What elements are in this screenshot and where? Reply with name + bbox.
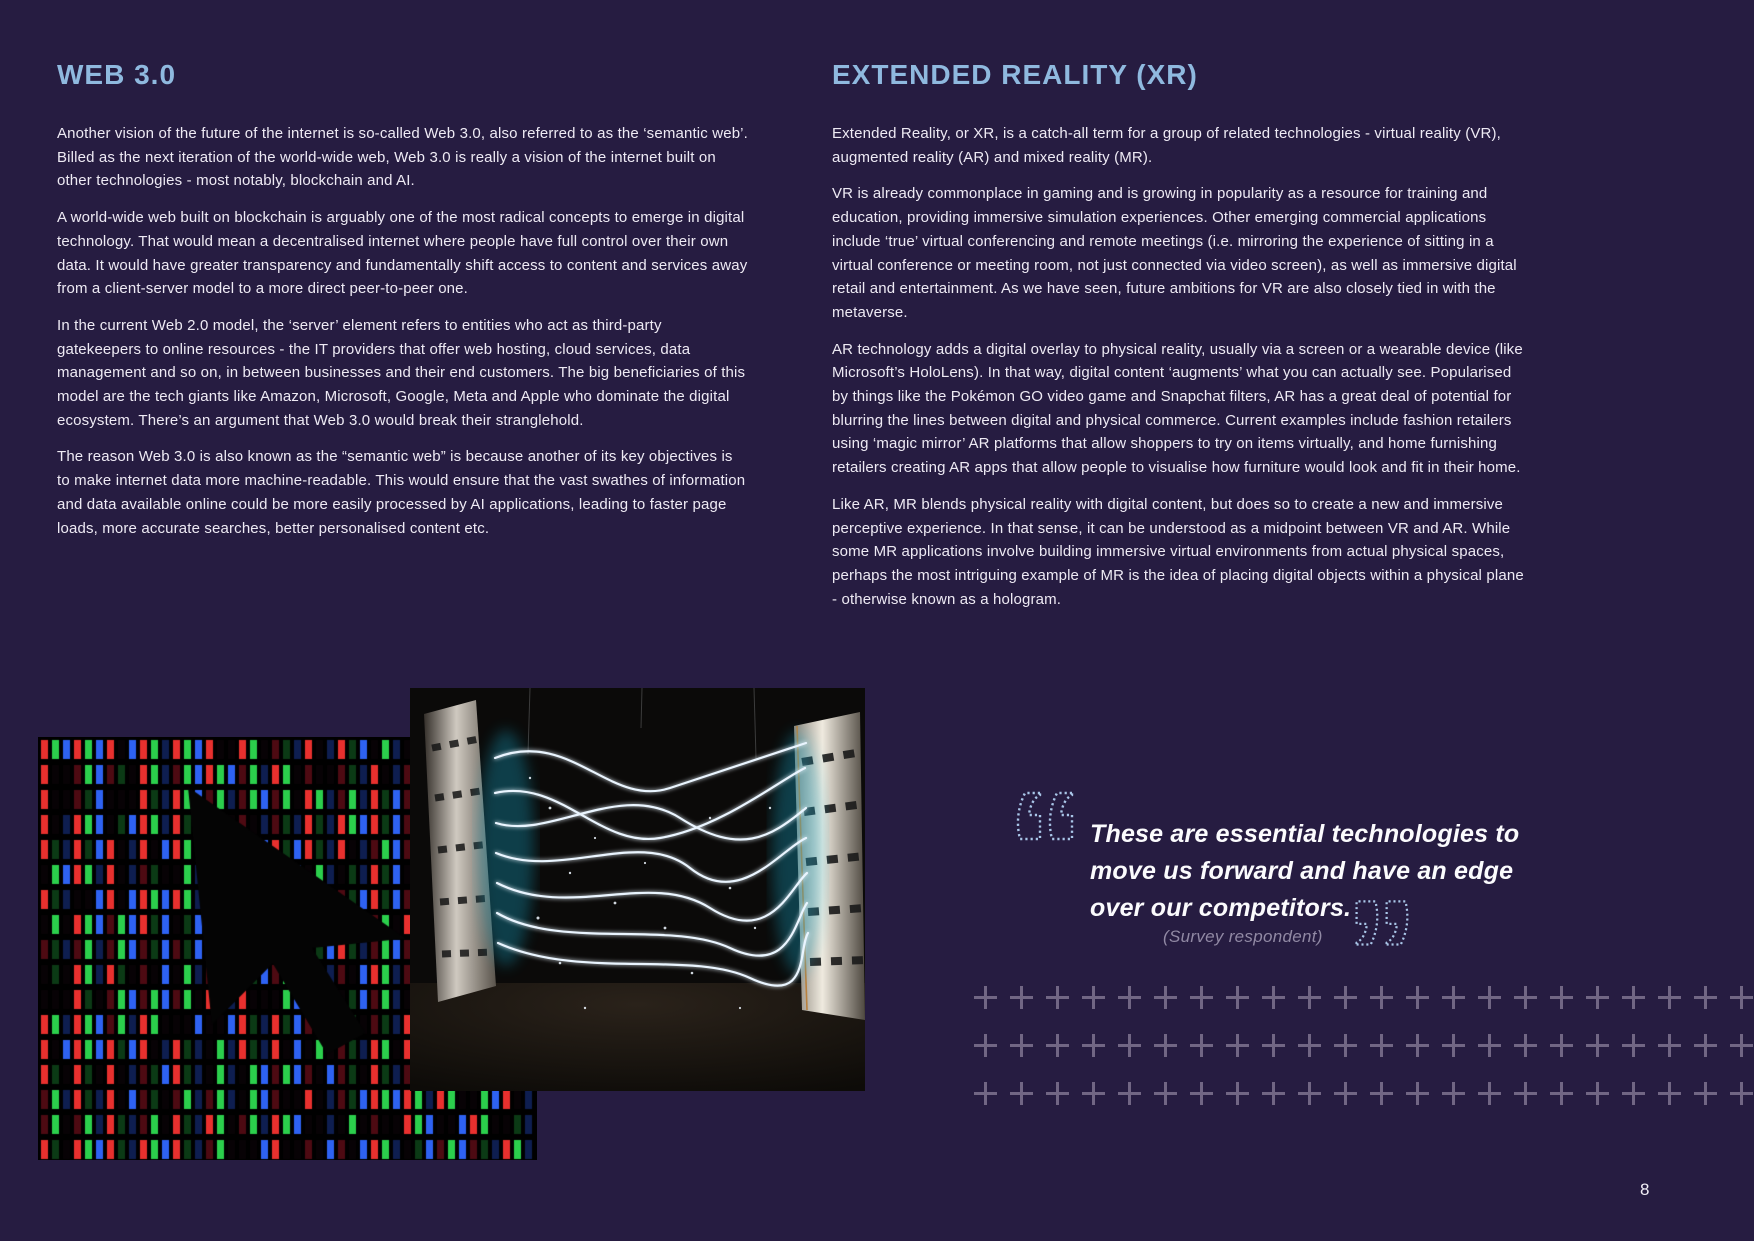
- plus-icon: [1514, 1034, 1537, 1057]
- plus-icon: [1622, 986, 1645, 1009]
- plus-icon: [1730, 986, 1753, 1009]
- plus-icon: [1658, 1082, 1681, 1105]
- plus-icon: [1262, 1082, 1285, 1105]
- plus-icon: [1370, 1034, 1393, 1057]
- plus-icon: [1262, 1034, 1285, 1057]
- xr-heading: EXTENDED REALITY (XR): [832, 59, 1198, 90]
- plus-icon: [1190, 1082, 1213, 1105]
- plus-icon: [1010, 986, 1033, 1009]
- plus-decoration-row: [974, 1082, 1753, 1105]
- web3-paragraphs: [57, 122, 749, 540]
- plus-icon: [1694, 1034, 1717, 1057]
- neon-wires-image: [410, 688, 865, 1091]
- plus-icon: [1694, 1082, 1717, 1105]
- plus-icon: [1010, 1082, 1033, 1105]
- plus-icon: [1550, 1082, 1573, 1105]
- plus-icon: [1370, 986, 1393, 1009]
- body-paragraph: A world-wide web built on blockchain is arguably one of the most radical concepts to emerge in digital technology. That would mean a decentralised internet where people have full control over their own data. It would have greater transparency and fundamentally shift access to content and services away from a client-server model to a more direct peer-to-peer one.: [57, 209, 748, 298]
- body-paragraph: Extended Reality, or XR, is a catch-all term for a group of related technologies - virtual reality (VR), augmented reality (AR) and mixed reality (MR).: [832, 125, 1501, 166]
- plus-icon: [1334, 1034, 1357, 1057]
- plus-icon: [1046, 1082, 1069, 1105]
- plus-icon: [1622, 1082, 1645, 1105]
- plus-icon: [1154, 1082, 1177, 1105]
- body-paragraph: In the current Web 2.0 model, the ‘server’ element refers to entities who act as third-party gatekeepers to online resources - the IT providers that offer web hosting, cloud services, data management and so on, in between businesses and their end customers. The big beneficiaries of this model are the tech giants like Amazon, Microsoft, Google, Meta and Apple who dominate the digital ecosystem. There’s an argument that Web 3.0 would break their stranglehold.: [57, 316, 746, 429]
- plus-icon: [1586, 1034, 1609, 1057]
- plus-icon: [1226, 1082, 1249, 1105]
- section-xr: [832, 60, 1524, 624]
- plus-icon: [1442, 1034, 1465, 1057]
- plus-icon: [1334, 1082, 1357, 1105]
- body-paragraph: Like AR, MR blends physical reality with digital content, but does so to create a new and immersive perceptive experience. In that sense, it can be understood as a midpoint between VR and AR. While some MR applications involve building immersive virtual environments from actual physical spaces, perhaps the most intriguing example of MR is the idea of placing digital objects within a physical plane - otherwise known as a hologram.: [832, 495, 1524, 608]
- pull-quote: [1090, 816, 1530, 927]
- plus-icon: [1478, 1082, 1501, 1105]
- plus-icon: [1046, 1034, 1069, 1057]
- plus-icon: [1262, 986, 1285, 1009]
- plus-icon: [974, 1082, 997, 1105]
- plus-icon: [1118, 986, 1141, 1009]
- plus-icon: [1082, 1034, 1105, 1057]
- plus-icon: [1118, 1034, 1141, 1057]
- plus-icon: [1370, 1082, 1393, 1105]
- plus-icon: [1658, 986, 1681, 1009]
- close-quote-icon: [1350, 896, 1412, 948]
- plus-icon: [1082, 986, 1105, 1009]
- plus-icon: [1406, 1034, 1429, 1057]
- body-paragraph: The reason Web 3.0 is also known as the “semantic web” is because another of its key objectives is to make internet data more machine-readable. This would ensure that the vast swathes of information and data available online could be more easily processed by AI applications, leading to faster page loads, more accurate searches, better personalised content etc.: [57, 448, 746, 537]
- plus-icon: [1298, 1034, 1321, 1057]
- xr-paragraphs: [832, 122, 1524, 611]
- quote-attribution: (Survey respondent): [1163, 927, 1323, 946]
- plus-icon: [1586, 1082, 1609, 1105]
- plus-icon: [1154, 986, 1177, 1009]
- web3-heading: WEB 3.0: [57, 59, 177, 90]
- plus-icon: [1478, 986, 1501, 1009]
- plus-icon: [1586, 986, 1609, 1009]
- plus-icon: [1442, 1082, 1465, 1105]
- section-web3: [57, 60, 749, 553]
- plus-icon: [1550, 986, 1573, 1009]
- plus-icon: [1118, 1082, 1141, 1105]
- pull-quote-line: over our competitors.: [1090, 894, 1352, 922]
- plus-decoration-grid: [974, 986, 1753, 1105]
- plus-icon: [1622, 1034, 1645, 1057]
- plus-icon: [1046, 986, 1069, 1009]
- plus-decoration-row: [974, 1034, 1753, 1057]
- pull-quote-line: move us forward and have an edge: [1090, 857, 1514, 885]
- plus-icon: [974, 1034, 997, 1057]
- plus-icon: [1730, 1082, 1753, 1105]
- plus-decoration-row: [974, 986, 1753, 1009]
- plus-icon: [1334, 986, 1357, 1009]
- body-paragraph: VR is already commonplace in gaming and is growing in popularity as a resource for training and education, providing immersive simulation experiences. Other emerging commercial applications include ‘true’ virtual conferencing and remote meetings (i.e. mirroring the experience of sitting in a virtual conference or meeting room, not just connected via video screen), as well as immersive digital retail and entertainment. As we have seen, future ambitions for VR are also closely tied in with the metaverse.: [832, 185, 1517, 321]
- page-number: 8: [1640, 1180, 1650, 1199]
- plus-icon: [1694, 986, 1717, 1009]
- open-quote-icon: [1013, 790, 1079, 844]
- plus-icon: [1190, 986, 1213, 1009]
- body-paragraph: AR technology adds a digital overlay to physical reality, usually via a screen or a wearable device (like Microsoft’s HoloLens). In that way, digital content ‘augments’ what you can actually see. Popularised by things like the Pokémon GO video game and Snapchat filters, AR has a great deal of potential for blurring the lines between digital and physical commerce. Current examples include fashion retailers using ‘magic mirror’ AR platforms that allow shoppers to try on items virtually, and home furnishing retailers creating AR apps that allow people to visualise how furniture would look and fit in their home.: [832, 340, 1523, 477]
- plus-icon: [1406, 986, 1429, 1009]
- plus-icon: [1442, 986, 1465, 1009]
- plus-icon: [1658, 1034, 1681, 1057]
- plus-icon: [1226, 986, 1249, 1009]
- plus-icon: [1154, 1034, 1177, 1057]
- plus-icon: [1082, 1082, 1105, 1105]
- plus-icon: [1010, 1034, 1033, 1057]
- plus-icon: [1298, 986, 1321, 1009]
- plus-icon: [1226, 1034, 1249, 1057]
- plus-icon: [1550, 1034, 1573, 1057]
- plus-icon: [1406, 1082, 1429, 1105]
- body-paragraph: Another vision of the future of the internet is so-called Web 3.0, also referred to as the ‘semantic web’. Billed as the next iteration of the world-wide web, Web 3.0 is really a vision of the internet built on other technologies - most notably, blockchain and AI.: [57, 125, 748, 190]
- plus-icon: [1190, 1034, 1213, 1057]
- plus-icon: [974, 986, 997, 1009]
- plus-icon: [1514, 1082, 1537, 1105]
- plus-icon: [1298, 1082, 1321, 1105]
- plus-icon: [1478, 1034, 1501, 1057]
- plus-icon: [1730, 1034, 1753, 1057]
- plus-icon: [1514, 986, 1537, 1009]
- pull-quote-line: These are essential technologies to: [1090, 820, 1520, 848]
